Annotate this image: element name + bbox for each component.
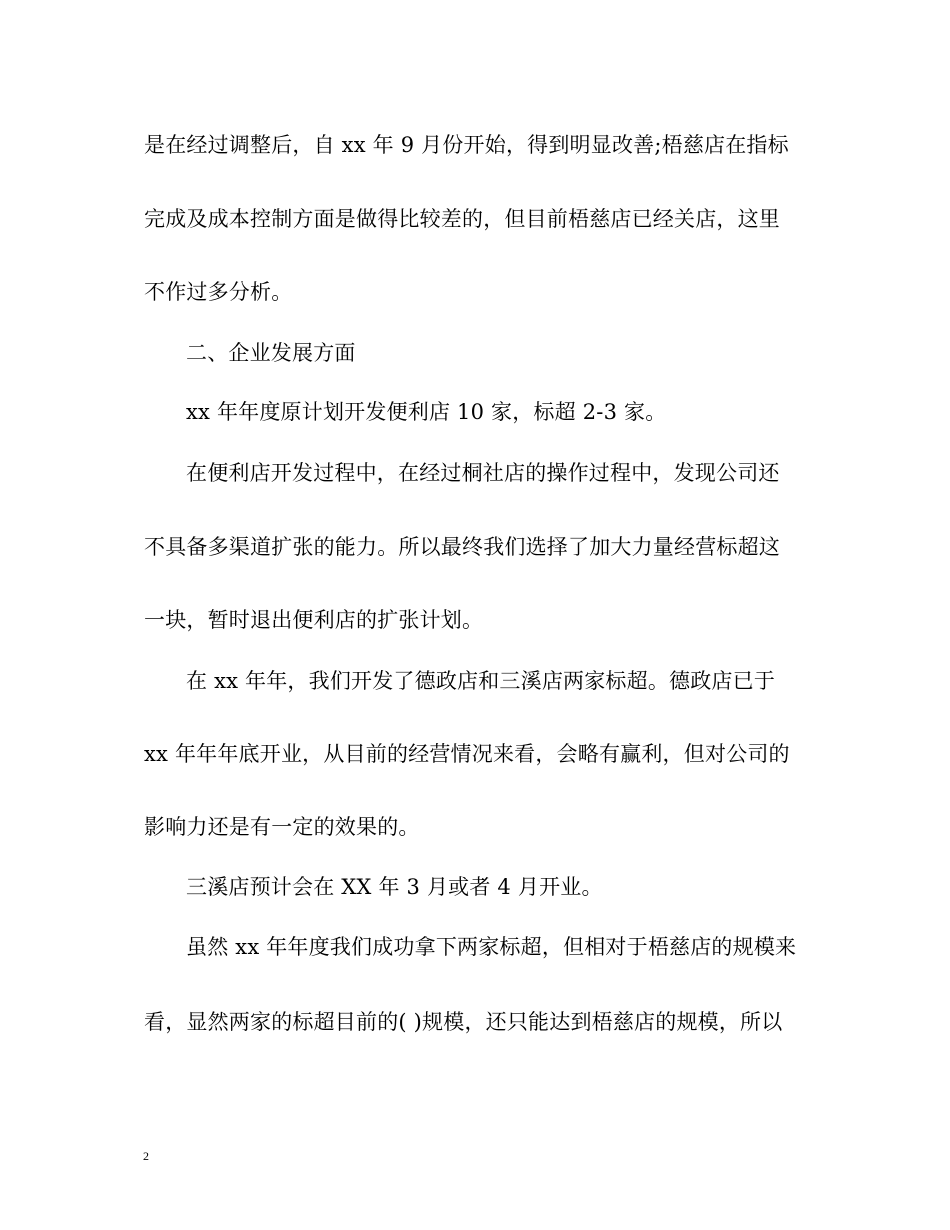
body-text-line: 三溪店预计会在 XX 年 3 月或者 4 月开业。: [186, 875, 603, 899]
body-text-line: 在 xx 年年，我们开发了德政店和三溪店两家标超。德政店已于: [186, 669, 776, 693]
body-text-line: 完成及成本控制方面是做得比较差的，但目前梧慈店已经关店，这里: [144, 207, 780, 231]
body-text-line: 虽然 xx 年年度我们成功拿下两家标超，但相对于梧慈店的规模来: [186, 935, 797, 959]
body-text-line: 影响力还是有一定的效果的。: [144, 815, 420, 839]
body-text-line: 一块，暂时退出便利店的扩张计划。: [144, 608, 484, 632]
body-text-line: 不作过多分析。: [144, 280, 293, 304]
section-heading: 二、企业发展方面: [186, 341, 356, 365]
body-text-line: 是在经过调整后，自 xx 年 9 月份开始，得到明显改善;梧慈店在指标: [144, 133, 789, 157]
body-text-line: xx 年年度原计划开发便利店 10 家，标超 2-3 家。: [186, 400, 667, 424]
body-text-line: 不具备多渠道扩张的能力。所以最终我们选择了加大力量经营标超这: [144, 535, 780, 559]
body-text-line: 看，显然两家的标超目前的( )规模，还只能达到梧慈店的规模，所以: [144, 1010, 783, 1034]
body-text-line: 在便利店开发过程中，在经过桐社店的操作过程中，发现公司还: [186, 461, 780, 485]
body-text-line: xx 年年年底开业，从目前的经营情况来看，会略有赢利，但对公司的: [144, 742, 790, 766]
page-number: 2: [143, 1149, 149, 1163]
